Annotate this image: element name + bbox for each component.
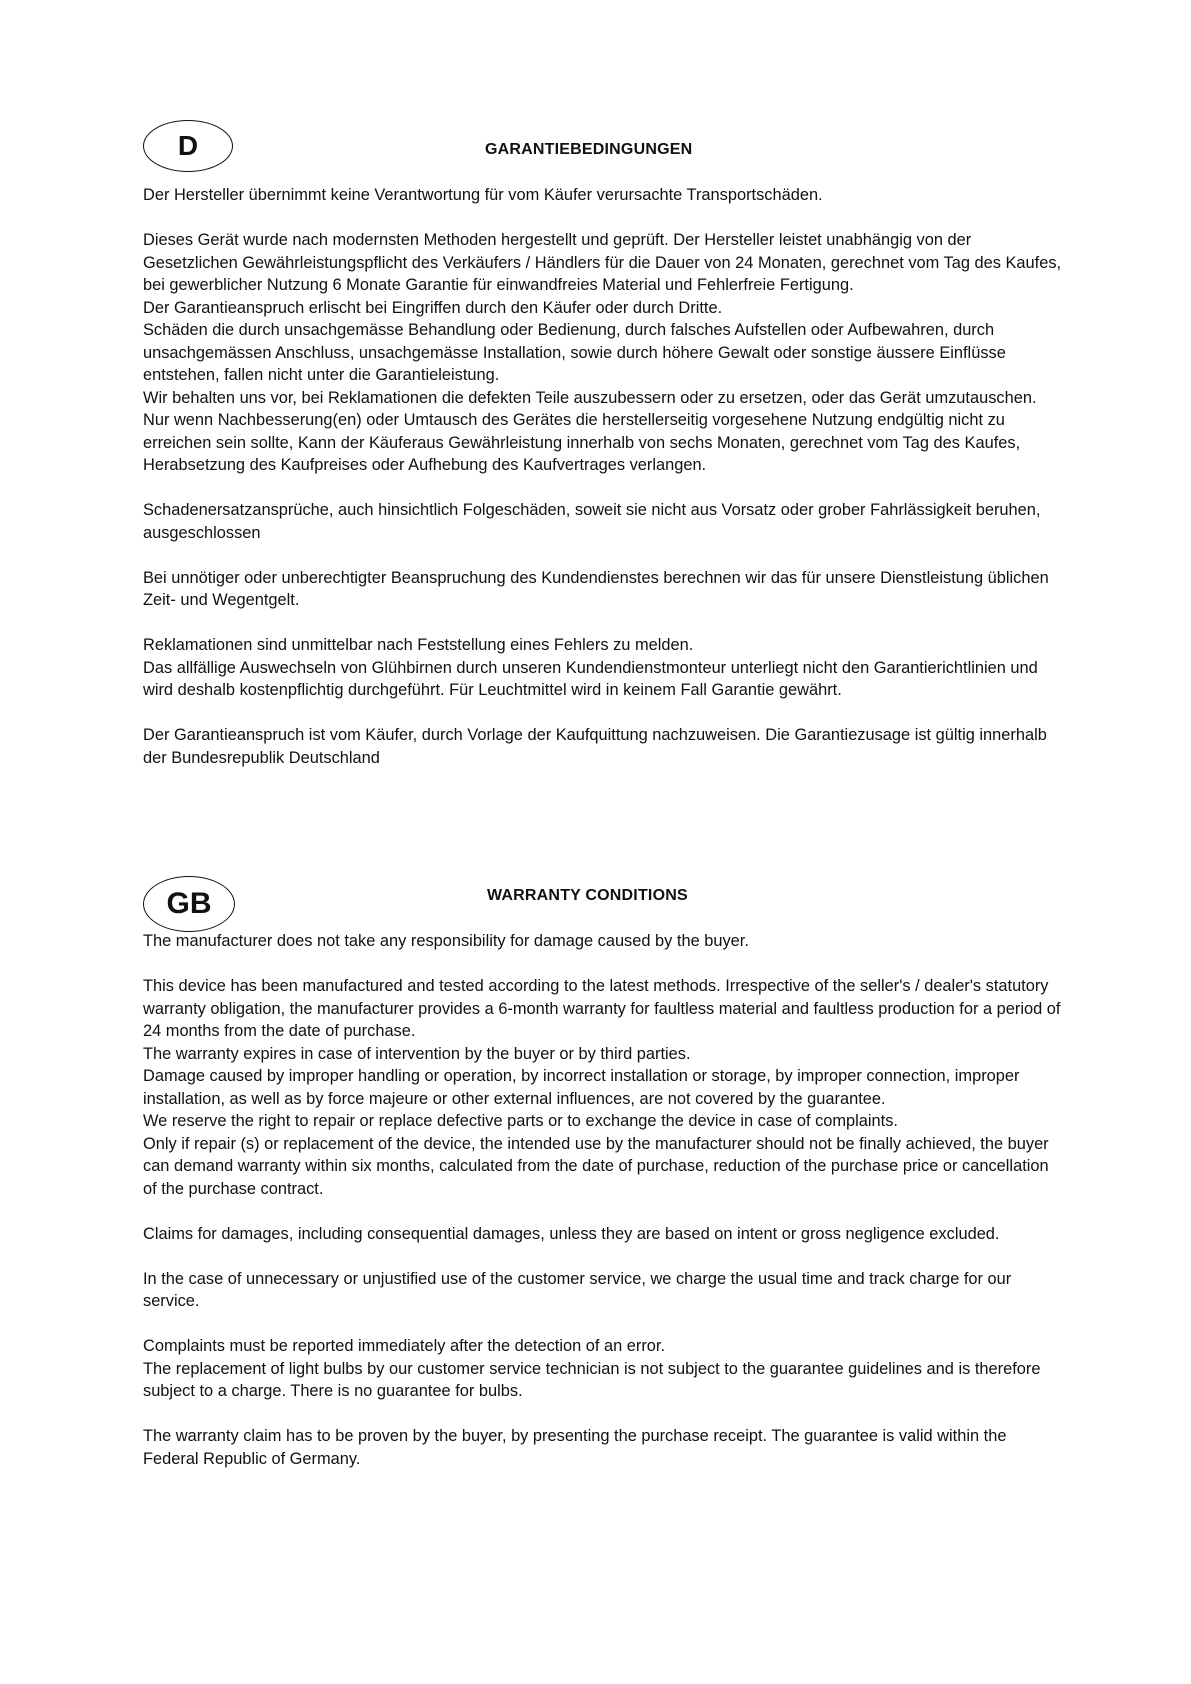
paragraph: [143, 184, 1063, 207]
section-header: [143, 876, 1063, 930]
paragraph: [143, 1425, 1063, 1470]
paragraph-line: Bei unnötiger oder unberechtigter Beanspruchung des Kundendienstes berechnen wir das für unsere Dienstleistung üblichen Zeit- und Wegentgelt.: [143, 568, 1049, 609]
paragraph: [143, 930, 1063, 953]
paragraph-line: Das allfällige Auswechseln von Glühbirnen durch unseren Kundendienstmonteur unterliegt nicht den Garantierichtlinien und wird deshalb kostenpflichtig durchgeführt. Für Leuchtmittel wird in keinem Fall Garantie gewährt.: [143, 658, 1038, 699]
paragraph-line: We reserve the right to repair or replace defective parts or to exchange the device in case of complaints.: [143, 1112, 898, 1130]
paragraph: [143, 724, 1063, 769]
paragraph-line: The warranty expires in case of intervention by the buyer or by third parties.: [143, 1044, 691, 1063]
paragraph-line: Schadenersatzansprüche, auch hinsichtlich Folgeschäden, soweit sie nicht aus Vorsatz oder grober Fahrlässigkeit beruhen, ausgeschlossen: [143, 501, 1041, 542]
section-german: [143, 120, 1063, 792]
section-body: [143, 184, 1063, 769]
paragraph: [143, 634, 1063, 702]
section-english: [143, 876, 1063, 1493]
paragraph-line: Dieses Gerät wurde nach modernsten Methoden hergestellt und geprüft. Der Hersteller leistet unabhängig von der Gesetzlichen Gewährleistungspflicht des Verkäufers / Händlers für die Dauer von 24 Monaten, gerechnet vom Tag des Kaufes, bei gewerblicher Nutzung 6 Monate Garantie für einwandfreies Material und Fehlerfreie Fertigung.: [143, 231, 1062, 294]
paragraph-line: Only if repair (s) or replacement of the device, the intended use by the manufacturer should not be finally achieved, the buyer can demand warranty within six months, calculated from the date of purchase, reduction of the purchase price or cancellation of the purchase contract.: [143, 1134, 1049, 1198]
paragraph-line: In the case of unnecessary or unjustified use of the customer service, we charge the usual time and track charge for our service.: [143, 1269, 1012, 1310]
paragraph-line: Complaints must be reported immediately after the detection of an error.: [143, 1337, 666, 1355]
country-badge-gb: GB: [143, 876, 235, 932]
paragraph-line: This device has been manufactured and tested according to the latest methods. Irrespective of the seller's / dealer's statutory warranty obligation, the manufacturer provides a 6-month warranty for faultless material and faultless production for a period of 24 months from the date of purchase.: [143, 977, 1061, 1040]
paragraph-line: Damage caused by improper handling or operation, by incorrect installation or storage, by improper connection, improper installation, as well as by force majeure or other external influences, are not covered by the guarantee.: [143, 1067, 1020, 1108]
paragraph-line: Claims for damages, including consequential damages, unless they are based on intent or gross negligence excluded.: [143, 1224, 1000, 1243]
section-body: [143, 930, 1063, 1470]
paragraph-line: Schäden die durch unsachgemässe Behandlung oder Bedienung, durch falsches Aufstellen oder Aufbewahren, durch unsachgemässen Anschluss, unsachgemässe Installation, sowie durch höhere Gewalt oder sonstige äussere Einflüsse entstehen, fallen nicht unter die Garantieleistung.: [143, 321, 1006, 384]
section-header: [143, 120, 1063, 184]
paragraph: [143, 499, 1063, 544]
paragraph-line: Der Hersteller übernimmt keine Verantwortung für vom Käufer verursachte Transportschäden.: [143, 186, 823, 204]
paragraph-line: Der Garantieanspruch ist vom Käufer, durch Vorlage der Kaufquittung nachzuweisen. Die Garantiezusage ist gültig innerhalb der Bundesrepublik Deutschland: [143, 726, 1047, 767]
paragraph-line: Nur wenn Nachbesserung(en) oder Umtausch des Gerätes die herstellerseitig vorgesehene Nutzung endgültig nicht zu erreichen sein sollte, Kann der Käuferaus Gewährleistung innerhalb von sechs Monaten, gerechnet vom Tag des Kaufes, Herabsetzung des Kaufpreises oder Aufhebung des Kaufvertrages verlangen.: [143, 411, 1021, 474]
section-title: WARRANTY CONDITIONS: [487, 887, 688, 904]
paragraph-line: Reklamationen sind unmittelbar nach Feststellung eines Fehlers zu melden.: [143, 636, 694, 654]
paragraph: [143, 1268, 1063, 1313]
paragraph-line: The manufacturer does not take any responsibility for damage caused by the buyer.: [143, 932, 749, 950]
paragraph-line: Der Garantieanspruch erlischt bei Eingriffen durch den Käufer oder durch Dritte.: [143, 298, 723, 317]
paragraph-line: The replacement of light bulbs by our customer service technician is not subject to the guarantee guidelines and is therefore subject to a charge. There is no guarantee for bulbs.: [143, 1359, 1041, 1400]
paragraph: [143, 1223, 1063, 1246]
paragraph-line: Wir behalten uns vor, bei Reklamationen die defekten Teile auszubessern oder zu ersetzen, oder das Gerät umzutauschen.: [143, 388, 1037, 407]
country-badge-d: D: [143, 120, 233, 172]
paragraph: [143, 975, 1063, 1200]
section-title: GARANTIEBEDINGUNGEN: [485, 141, 693, 158]
paragraph-line: The warranty claim has to be proven by the buyer, by presenting the purchase receipt. The guarantee is valid within the Federal Republic of Germany.: [143, 1427, 1007, 1468]
paragraph: [143, 1335, 1063, 1403]
paragraph: [143, 229, 1063, 477]
paragraph: [143, 567, 1063, 612]
